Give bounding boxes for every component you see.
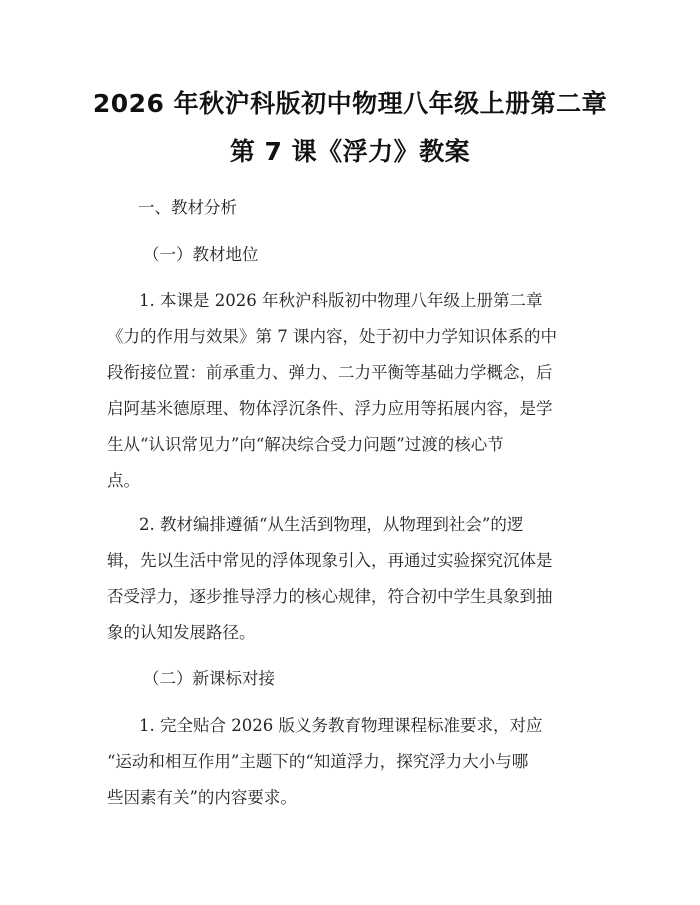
paragraph-line: 辑，先以生活中常见的浮体现象引入，再通过实验探究沉体是 bbox=[107, 551, 553, 570]
paragraph-line: 点。 bbox=[107, 471, 140, 490]
paragraph-textbook-position-1 bbox=[107, 283, 593, 499]
paragraph-textbook-position-2 bbox=[107, 507, 593, 651]
paragraph-line: “运动和相互作用”主题下的“知道浮力，探究浮力大小与哪 bbox=[107, 752, 529, 771]
paragraph-curriculum-alignment-1 bbox=[107, 708, 593, 816]
paragraph-line: 生从“认识常见力”向“解决综合受力问题”过渡的核心节 bbox=[107, 435, 504, 454]
document-title-line-2: 第 7 课《浮力》教案 bbox=[229, 137, 471, 166]
section-heading-textbook-analysis: 一、教材分析 bbox=[138, 198, 237, 217]
document-title-line-1: 2026 年秋沪科版初中物理八年级上册第二章 bbox=[92, 89, 608, 118]
paragraph-line: 启阿基米德原理、物体浮沉条件、浮力应用等拓展内容，是学 bbox=[107, 399, 553, 418]
subsection-heading-curriculum-alignment: （二）新课标对接 bbox=[143, 669, 275, 688]
paragraph-line: 象的认知发展路径。 bbox=[107, 623, 256, 642]
paragraph-line: 1. 本课是 2026 年秋沪科版初中物理八年级上册第二章 bbox=[139, 291, 543, 310]
paragraph-line: 2. 教材编排遵循“从生活到物理，从物理到社会”的逻 bbox=[139, 515, 524, 534]
paragraph-line: 《力的作用与效果》第 7 课内容，处于初中力学知识体系的中 bbox=[107, 327, 557, 346]
paragraph-line: 段衔接位置：前承重力、弹力、二力平衡等基础力学概念，后 bbox=[107, 363, 553, 382]
paragraph-line: 些因素有关”的内容要求。 bbox=[107, 788, 297, 807]
paragraph-line: 1. 完全贴合 2026 版义务教育物理课程标准要求，对应 bbox=[139, 716, 543, 735]
subsection-heading-textbook-position: （一）教材地位 bbox=[143, 245, 259, 264]
paragraph-line: 否受浮力，逐步推导浮力的核心规律，符合初中学生具象到抽 bbox=[107, 587, 553, 606]
